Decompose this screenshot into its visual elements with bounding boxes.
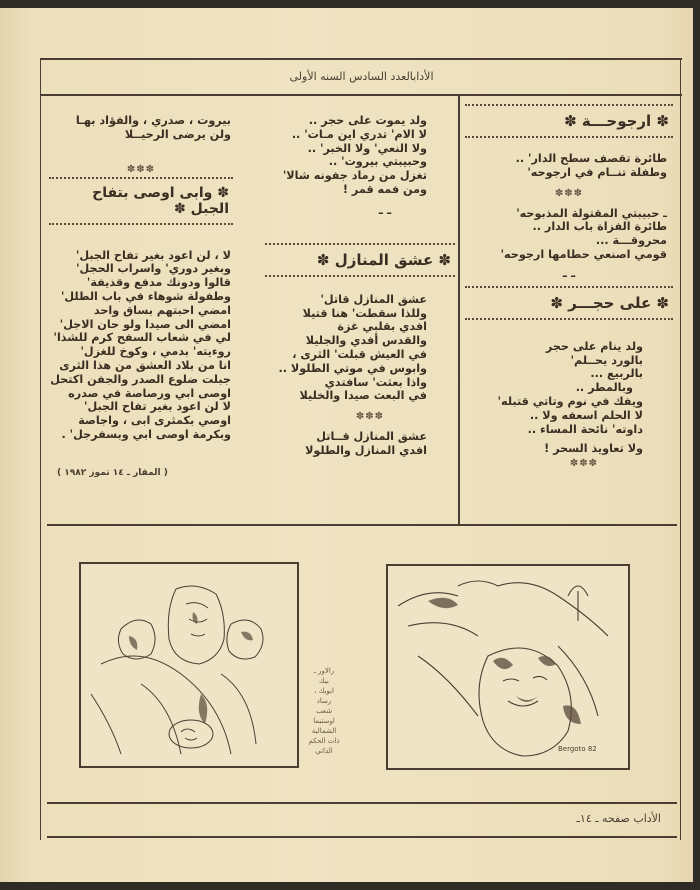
page-frame [40,58,681,840]
illustration-smiling-man [386,564,630,770]
poem-title-ala-hajar: ✽ على حجـــر ✽ [550,293,669,312]
column-right [465,104,673,469]
column-divider-right [458,96,460,526]
stars-separator: ✽✽✽ [126,163,156,175]
poem-title-ishq-al-manazil: ✽ عشق المنازل ✽ [316,250,451,269]
header-rule [41,94,682,96]
illustration-mother-and-children [79,562,299,768]
poem-wa-abi-stanza: لا ، لن اعود بغير تفاح الجبل' وبغير دوري' واسراب الحجل' قالوا ودونك مدفع وقذيفة' وطفولة شوهاء في باب الطلل' امضي احبتهم بساق واحد امضي الى صيدا ولو حان الاجل' لي في شعاب السفح كرم للشذا' روءيته' بدمي ، وكوخ للغزل' انا من بلاد العشق من هذا الثرى جبلت ضلوع الصدر والجفن اكتحل اوصى ابي ورصاصة في صدره لا لن اعود بغير تفاح الجبل' اوصي بكمثرى ابى ، واجاصة وبكرمة اوصى ابي وبسفرجل' . [50,248,231,441]
dotted-rule [265,275,455,277]
footer-page-label: الأداب صفحه ـ ١٤ـ [576,812,661,825]
dash-separator: ـ ـ [562,265,576,280]
column-middle [265,114,455,458]
poem-ala-hajar-stanza: ولد ينام على حجر بالورد يحــلم' بالربيع ... وبالمطر .. ويفك في نوم وتاتي قتبله' لا الحلم اسعفه ولا .. داوته' نائحة المساء .. ولا تعاويذ السحر ! [497,339,643,456]
poem-arjooha-stanza1: طائرة تقصف سطح الدار' .. وطفلة تنــام في ارجوحه' [515,152,667,179]
stars-separator: ✽✽✽ [554,187,584,199]
poem-ishq-stanza2: عشق المنازل قــاتل افدي المنازل والطلولا [305,430,427,457]
poem-arjooha-stanza2: ـ حبيبتي المقتولة المذبوحه' طائرة الفزاة باب الدار .. محروقـــة ... قومي اصنعي حطامها ارجوحه' [500,206,667,261]
dash-separator: ـ ـ [378,202,392,217]
stars-separator: ✽✽✽ [355,411,385,423]
svg-text:Bergoto 82: Bergoto 82 [558,745,597,753]
column-left [49,114,233,478]
section-rule [47,524,677,526]
dotted-rule [465,136,673,138]
dotted-rule [49,223,233,225]
poem-source-citation: ( المقار ـ ١٤ تموز ١٩٨٢ ) [57,467,168,478]
poem-title-arjooha: ✽ ارجوحـــة ✽ [564,112,669,130]
illustration-caption: رالاور ـ بيك ابوبك ، رساد شعب اوستيما الشمالية ذات الحكم الذاتي [308,667,340,755]
header-title: الأدابالعدد السادس السنه الأولى [289,70,434,83]
footer-bottom-rule [47,836,677,838]
poem-ishq-stanza1: عشق المنازل قاتل' وللذا سقطت' هنا قتيلا افدي بقلبي غزة والقدس أفدي والجليلا في العيش قبلت' الثرى ، وابوس في موتي الطلولا .. واذا بعثت' سافتدي في البعث صيدا والخليلا [278,292,427,403]
footer-top-rule [47,802,677,804]
sketch-man-icon [388,566,627,767]
magazine-page [0,8,693,882]
poem-middle-top-stanza: ولد يموت على حجر .. لا الام' تدري اين مـات' .. ولا النعي' ولا الخبر' .. وحبيبتي بيروت' .. تغزل من رماد جفونه شالا' ومن فمه قمر ! [282,114,427,196]
dotted-rule [465,318,673,320]
top-rule [41,58,682,60]
stars-separator: ✽✽✽ [569,458,599,470]
sketch-figures-icon [81,564,296,765]
poem-left-top-stanza: بيروت ، صدري ، والفؤاد بهـا ولن يرضى الرحيــلا [75,114,231,141]
poem-title-wa-abi-awsa: ✽ وابى اوصى بتفاح الجبل ✽ [92,184,229,217]
